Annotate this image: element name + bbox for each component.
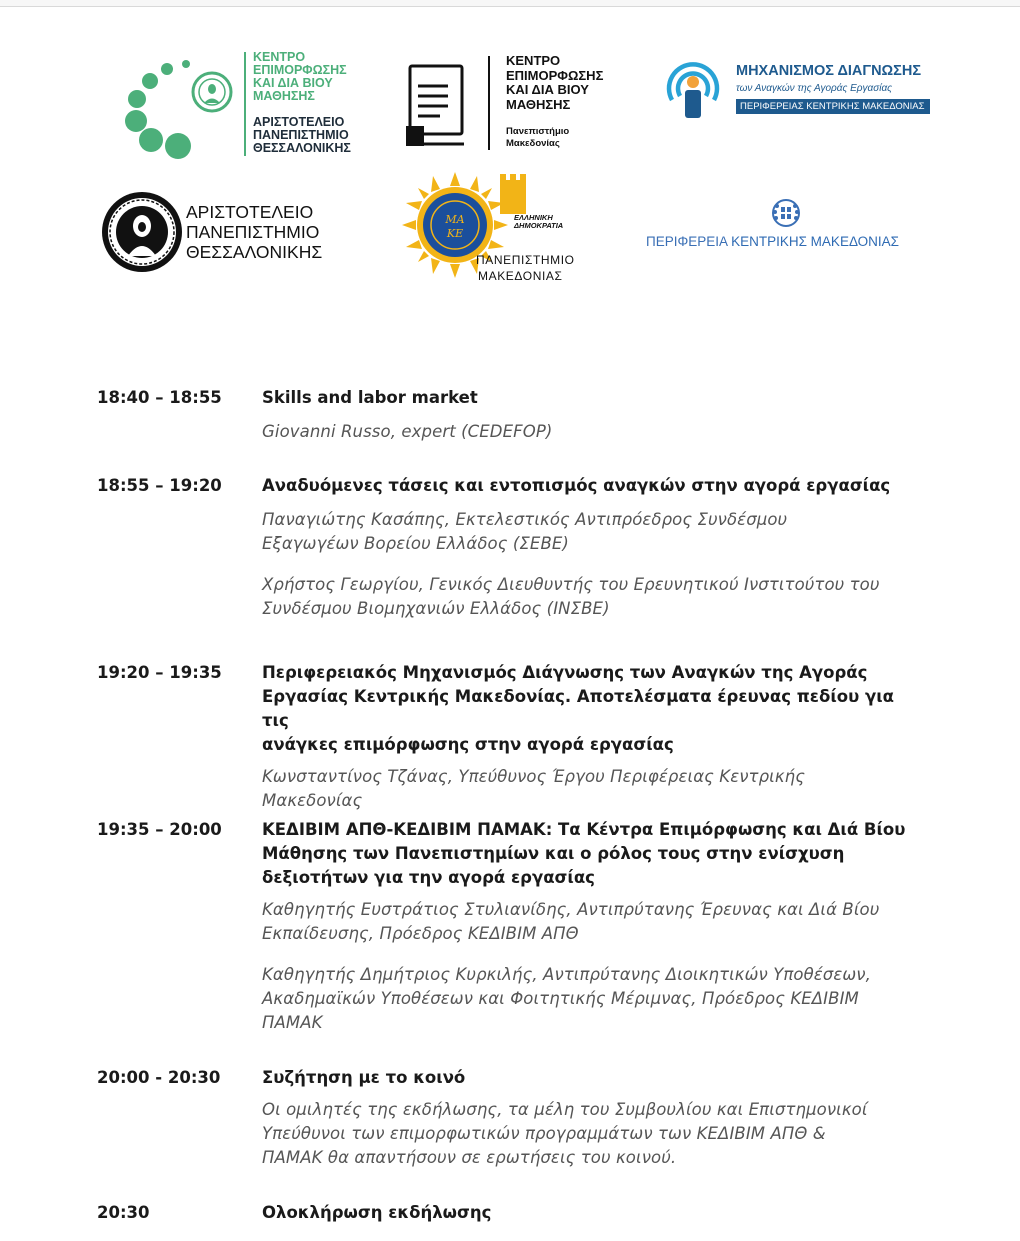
agenda-body bbox=[262, 386, 922, 444]
subtitle-line: ΘΕΣΣΑΛΟΝΙΚΗΣ bbox=[253, 141, 351, 155]
speaker-line: Μακεδονίας bbox=[262, 791, 363, 810]
title-line: ΜΑΘΗΣΗΣ bbox=[253, 89, 315, 103]
region-name: ΚΕΝΤΡΙΚΗΣ ΜΑΚΕΔΟΝΙΑΣ bbox=[731, 234, 900, 249]
agenda-time: 20:30 bbox=[97, 1203, 150, 1222]
agenda-title bbox=[262, 386, 922, 410]
speaker-line: Κωνσταντίνος Τζάνας, Υπεύθυνος Έργου Περιφέρειας Κεντρικής bbox=[262, 767, 806, 786]
subtitle-line: Μακεδονίας bbox=[506, 138, 560, 149]
agenda-body bbox=[262, 818, 922, 1035]
window-top-border bbox=[0, 0, 1020, 7]
book-icon bbox=[404, 60, 468, 152]
mechanism-subtitle: των Αναγκών της Αγοράς Εργασίας bbox=[736, 83, 893, 94]
title-line: Περιφερειακός Μηχανισμός Διάγνωσης των Αναγκών της Αγοράς bbox=[262, 663, 868, 682]
agenda-body bbox=[262, 661, 922, 813]
kedivim-auth-emblem-icon bbox=[108, 48, 244, 160]
agenda-item bbox=[0, 386, 1020, 444]
kedivim-auth-title bbox=[253, 51, 347, 103]
title-line: Skills and labor market bbox=[262, 388, 478, 407]
state-line: ΔΗΜΟΚΡΑΤΙΑ bbox=[514, 221, 564, 230]
agenda-item bbox=[0, 1201, 1020, 1225]
agenda-item bbox=[0, 474, 1020, 621]
title-line: Αναδυόμενες τάσεις και εντοπισμός αναγκών στην αγορά εργασίας bbox=[262, 476, 891, 495]
agenda-speaker bbox=[262, 420, 922, 444]
title-line: Εργασίας Κεντρικής Μακεδονίας. Αποτελέσματα έρευνας πεδίου για τις bbox=[262, 687, 894, 730]
title-line: Μάθησης των Πανεπιστημίων και ο ρόλος τους στην ενίσχυση bbox=[262, 844, 845, 863]
auth-logo bbox=[100, 190, 350, 276]
title-line: ΑΡΙΣΤΟΤΕΛΕΙΟ bbox=[186, 202, 314, 222]
title-line: ΠΑΝΕΠΙΣΤΗΜΙΟ bbox=[476, 253, 575, 267]
title-line: ΠΑΝΕΠΙΣΤΗΜΙΟ bbox=[186, 222, 320, 242]
seal-text: ΜΑ bbox=[445, 213, 465, 226]
title-line: ΕΠΙΜΟΡΦΩΣΗΣ bbox=[253, 63, 347, 77]
auth-title bbox=[186, 202, 322, 262]
mechanism-band-text: ΠΕΡΙΦΕΡΕΙΑΣ ΚΕΝΤΡΙΚΗΣ ΜΑΚΕΔΟΝΙΑΣ bbox=[740, 101, 925, 112]
agenda-body bbox=[262, 1066, 922, 1170]
speaker-line: Ακαδημαϊκών Υποθέσεων και Φοιτητικής Μέριμνας, Πρόεδρος ΚΕΔΙΒΙΜ bbox=[262, 989, 859, 1008]
person-signal-icon bbox=[658, 52, 728, 124]
speaker-line: Συνδέσμου Βιομηχανιών Ελλάδος (ΙΝΣΒΕ) bbox=[262, 599, 610, 618]
agenda-time: 18:55 – 19:20 bbox=[97, 476, 222, 495]
subtitle-line: ΑΡΙΣΤΟΤΕΛΕΙΟ bbox=[253, 115, 345, 129]
agenda-title bbox=[262, 818, 922, 890]
agenda-time: 19:35 – 20:00 bbox=[97, 820, 222, 839]
kedivim-auth-logo bbox=[108, 48, 368, 160]
agenda-title bbox=[262, 474, 922, 498]
title-line: ΚΕΝΤΡΟ bbox=[253, 50, 306, 64]
seal-text: ΚΕ bbox=[446, 227, 464, 240]
agenda-item bbox=[0, 661, 1020, 813]
title-line: δεξιοτήτων για την αγορά εργασίας bbox=[262, 868, 595, 887]
title-line: ΜΑΚΕΔΟΝΙΑΣ bbox=[478, 269, 563, 283]
agenda-title bbox=[262, 1066, 922, 1090]
speaker-line: Υπεύθυνοι των επιμορφωτικών προγραμμάτων των ΚΕΔΙΒΙΜ ΑΠΘ & bbox=[262, 1124, 826, 1143]
speaker-line: Καθηγητής Ευστράτιος Στυλιανίδης, Αντιπρύτανης Έρευνας και Διά Βίου bbox=[262, 900, 880, 919]
title-line: ΜΑΘΗΣΗΣ bbox=[506, 96, 571, 112]
speaker-line: Χρήστος Γεωργίου, Γενικός Διευθυντής του Ερευνητικού Ινστιτούτου του bbox=[262, 575, 880, 594]
agenda-speaker bbox=[262, 963, 922, 1035]
title-line: ΘΕΣΣΑΛΟΝΙΚΗΣ bbox=[186, 242, 323, 262]
title-line: Ολοκλήρωση εκδήλωσης bbox=[262, 1203, 492, 1222]
agenda-body bbox=[262, 1201, 922, 1225]
mechanism-logo bbox=[658, 52, 938, 124]
uom-logo bbox=[402, 170, 602, 288]
region-prefix: ΠΕΡΙΦΕΡΕΙΑ bbox=[646, 234, 728, 249]
speaker-line: Εξαγωγέων Βορείου Ελλάδος (ΣΕΒΕ) bbox=[262, 534, 569, 553]
subtitle-line: Πανεπιστήμιο bbox=[506, 126, 570, 137]
speaker-line: Εκπαίδευσης, Πρόεδρος ΚΕΔΙΒΙΜ ΑΠΘ bbox=[262, 924, 579, 943]
greek-emblem-icon bbox=[771, 198, 801, 228]
agenda-speaker bbox=[262, 898, 922, 946]
mechanism-title: ΜΗΧΑΝΙΣΜΟΣ ΔΙΑΓΝΩΣΗΣ bbox=[736, 63, 922, 79]
auth-seal-icon bbox=[100, 190, 184, 274]
agenda-speaker bbox=[262, 765, 922, 813]
state-line: ΕΛΛΗΝΙΚΗ bbox=[514, 213, 553, 222]
tower-icon bbox=[496, 170, 530, 214]
title-line: ΚΕΔΙΒΙΜ ΑΠΘ-ΚΕΔΙΒΙΜ ΠΑΜΑΚ: Τα Κέντρα Επιμόρφωσης και Διά Βίου bbox=[262, 820, 906, 839]
title-line: ΚΑΙ ΔΙΑ ΒΙΟΥ bbox=[506, 82, 589, 97]
uom-title bbox=[476, 252, 575, 284]
agenda-item bbox=[0, 1066, 1020, 1170]
agenda-speaker bbox=[262, 1098, 922, 1170]
speaker-line: ΠΑΜΑΚ bbox=[262, 1013, 323, 1032]
agenda-title bbox=[262, 1201, 922, 1225]
agenda-time: 19:20 – 19:35 bbox=[97, 663, 222, 682]
kedivim-uom-subtitle bbox=[506, 126, 569, 150]
agenda-time: 20:00 - 20:30 bbox=[97, 1068, 221, 1087]
agenda-item bbox=[0, 818, 1020, 1035]
agenda-speaker bbox=[262, 508, 922, 556]
speaker-line: Καθηγητής Δημήτριος Κυρκιλής, Αντιπρύτανης Διοικητικών Υποθέσεων, bbox=[262, 965, 871, 984]
divider bbox=[488, 56, 490, 150]
title-line: Συζήτηση με το κοινό bbox=[262, 1068, 466, 1087]
uom-state bbox=[514, 214, 563, 230]
agenda-speaker bbox=[262, 573, 922, 621]
subtitle-line: ΠΑΝΕΠΙΣΤΗΜΙΟ bbox=[253, 128, 349, 142]
region-title bbox=[646, 234, 899, 250]
title-line: ανάγκες επιμόρφωσης στην αγορά εργασίας bbox=[262, 735, 674, 754]
title-line: ΕΠΙΜΟΡΦΩΣΗΣ bbox=[506, 67, 604, 83]
speaker-line: Οι ομιλητές της εκδήλωσης, τα μέλη του Συμβουλίου και Επιστημονικοί bbox=[262, 1100, 868, 1119]
speaker-line: ΠΑΜΑΚ θα απαντήσουν σε ερωτήσεις του κοινού. bbox=[262, 1148, 677, 1167]
title-line: ΚΑΙ ΔΙΑ ΒΙΟΥ bbox=[253, 76, 333, 90]
divider bbox=[244, 52, 246, 156]
title-line: ΚΕΝΤΡΟ bbox=[506, 53, 561, 68]
speaker-line: Παναγιώτης Κασάπης, Εκτελεστικός Αντιπρόεδρος Συνδέσμου bbox=[262, 510, 788, 529]
agenda-time: 18:40 – 18:55 bbox=[97, 388, 222, 407]
agenda-body bbox=[262, 474, 922, 621]
kedivim-auth-subtitle bbox=[253, 116, 351, 155]
kedivim-uom-logo bbox=[404, 54, 634, 152]
agenda-title bbox=[262, 661, 922, 757]
speaker-line: Giovanni Russo, expert (CEDEFOP) bbox=[262, 422, 553, 441]
region-logo bbox=[640, 192, 940, 258]
kedivim-uom-title bbox=[506, 54, 603, 112]
